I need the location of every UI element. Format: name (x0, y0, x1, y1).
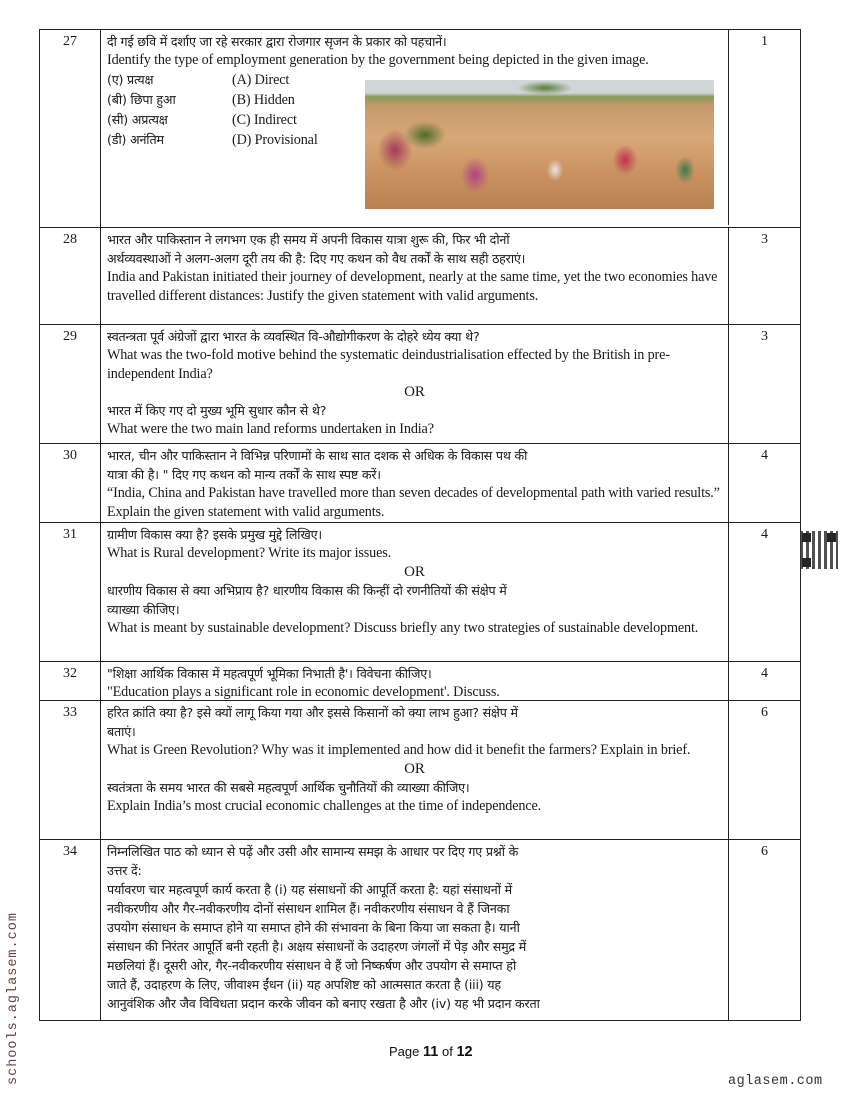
passage-line: आनुवंशिक और जैव विविधता प्रदान करके जीवन को बनाए रखता है और (iv) यह भी प्रदान करता (107, 996, 540, 1011)
question-text-hindi-line: बताएं। (107, 724, 136, 739)
passage-line: उपयोग संसाधन के समाप्त होने या समाप्त होने की संभावना के बिना किया जा सकता है। यानी (107, 920, 520, 935)
alt-question-text-english: What were the two main land reforms undertaken in India? (107, 421, 434, 437)
alt-question-text-english: Explain India’s most crucial economic challenges at the time of independence. (107, 797, 542, 814)
question-text-english: What is Rural development? Write its major issues. (107, 545, 392, 561)
question-marks: 6 (761, 705, 768, 720)
passage-line: निम्नलिखित पाठ को ध्यान से पढ़ें और उसी और सामान्य समझ के आधार पर दिए गए प्रश्नों के (107, 844, 519, 859)
question-marks: 4 (761, 527, 768, 542)
option-c-hindi: (सी) अप्रत्यक्ष (107, 111, 168, 127)
page-number (389, 1044, 473, 1060)
question-row-29 (40, 324, 800, 443)
question-text-hindi: "शिक्षा आर्थिक विकास में महत्वपूर्ण भूमिका निभाती है'। विवेचना कीजिए। (107, 666, 432, 681)
question-number: 34 (40, 840, 101, 1020)
question-body (101, 30, 729, 225)
or-separator: OR (404, 384, 425, 400)
question-body (101, 523, 729, 661)
question-row-33 (40, 700, 800, 839)
passage-line: मछलियां हैं। दूसरी ओर, गैर-नवीकरणीय संसाधन वे हैं जो निष्कर्षण और उपयोग से समाप्त हो (107, 958, 517, 973)
passage-line: नवीकरणीय और गैर-नवीकरणीय दोनों संसाधन शामिल हैं। नवीकरणीय संसाधन वे हैं जिनका (107, 901, 510, 916)
question-number: 31 (40, 523, 101, 661)
questions-table (39, 29, 801, 1021)
page-prefix: Page (389, 1044, 420, 1059)
passage-line: संसाधन की निरंतर आपूर्ति बनी रहती है। अक्षय संसाधनों के उदाहरण जंगलों में पेड़ और समुद्र में (107, 939, 527, 954)
page-total: 12 (456, 1044, 473, 1060)
passage-line: उत्तर दें: (107, 863, 142, 878)
alt-question-text-hindi: भारत में किए गए दो मुख्य भूमि सुधार कौन से थे? (107, 403, 327, 418)
option-a-english: (A) Direct (232, 71, 290, 88)
question-number: 27 (40, 30, 101, 227)
question-row-32 (40, 661, 800, 700)
question-body (101, 701, 729, 839)
question-text-hindi: स्वतन्त्रता पूर्व अंग्रेजों द्वारा भारत के व्यवस्थित वि-औद्योगीकरण के दोहरे ध्येय क्या थे? (107, 329, 480, 344)
question-row-34 (40, 839, 800, 1020)
or-separator: OR (404, 760, 425, 777)
question-text-english: India and Pakistan initiated their journey of development, nearly at the same time, yet the two economies have travelled different distances: Justify the given statement with valid arguments. (107, 269, 718, 304)
question-row-28 (40, 227, 800, 324)
question-body (101, 228, 729, 324)
question-marks: 3 (761, 232, 768, 247)
page-of: of (441, 1044, 453, 1059)
passage-line: पर्यावरण चार महत्वपूर्ण कार्य करता है (i) यह संसाधनों की आपूर्ति करता है: यहां संसाधनों में (107, 882, 512, 897)
bottom-watermark: aglasem.com (728, 1074, 823, 1089)
question-number: 32 (40, 662, 101, 700)
question-number: 29 (40, 325, 101, 443)
question-text-hindi-line: भारत, चीन और पाकिस्तान ने विभिन्न परिणामों के साथ सात दशक से अधिक के विकास पथ की (107, 448, 528, 463)
option-d-hindi: (डी) अनंतिम (107, 131, 164, 147)
passage-line: जाते हैं, उदाहरण के लिए, जीवाश्म ईंधन (ii) यह अपशिष्ट को आत्मसात करता है (iii) यह (107, 977, 501, 992)
question-row-30 (40, 443, 800, 522)
question-body (101, 662, 729, 700)
question-row-31 (40, 522, 800, 661)
question-text-english: "Education plays a significant role in economic development'. Discuss. (107, 684, 500, 700)
qr-code-icon (800, 531, 838, 569)
question-number: 28 (40, 228, 101, 324)
question-text-english: “India, China and Pakistan have travelled more than seven decades of developmental path with varied results.” Explain the given statement with valid arguments. (107, 485, 720, 520)
employment-work-site-image (365, 80, 714, 209)
question-marks: 1 (761, 34, 768, 49)
page-current: 11 (423, 1044, 439, 1060)
question-body (101, 840, 729, 1020)
question-row-27 (40, 30, 800, 227)
question-text-english: What is Green Revolution? Why was it implemented and how did it benefit the farmers? Explain in brief. (107, 742, 691, 758)
question-text-hindi-line: अर्थव्यवस्थाओं ने अलग-अलग दूरी तय की है: दिए गए कथन को वैध तर्कों के साथ सही ठहराएं। (107, 251, 526, 266)
side-watermark: schools.aglasem.com (6, 912, 21, 1085)
alt-question-text-hindi-line: व्याख्या कीजिए। (107, 601, 180, 617)
option-d-english: (D) Provisional (232, 131, 318, 148)
or-separator: OR (404, 563, 425, 580)
question-body (101, 325, 729, 443)
question-text-hindi-line: हरित क्रांति क्या है? इसे क्यों लागू किया गया और इससे किसानों को क्या लाभ हुआ? संक्षेप में (107, 705, 518, 720)
option-b-english: (B) Hidden (232, 91, 295, 108)
option-c-english: (C) Indirect (232, 111, 297, 128)
question-text-hindi: दी गई छवि में दर्शाए जा रहे सरकार द्वारा रोजगार सृजन के प्रकार को पहचानें। (107, 34, 447, 49)
alt-question-text-english: What is meant by sustainable development? Discuss briefly any two strategies of sustainable development. (107, 619, 699, 636)
question-marks: 4 (761, 666, 768, 681)
question-number: 33 (40, 701, 101, 839)
question-marks: 4 (761, 448, 768, 463)
alt-question-text-hindi: स्वतंत्रता के समय भारत की सबसे महत्वपूर्ण आर्थिक चुनौतियों की व्याख्या कीजिए। (107, 779, 470, 795)
option-b-hindi: (बी) छिपा हुआ (107, 91, 176, 107)
question-number: 30 (40, 444, 101, 522)
question-text-english: What was the two-fold motive behind the systematic deindustrialisation effected by the British in pre-independent India? (107, 347, 670, 382)
question-text-hindi-line: यात्रा की है। " दिए गए कथन को मान्य तर्कों के साथ स्पष्ट करें। (107, 467, 381, 482)
option-a-hindi: (ए) प्रत्यक्ष (107, 71, 154, 87)
alt-question-text-hindi-line: धारणीय विकास से क्या अभिप्राय है? धारणीय विकास की किन्हीं दो रणनीतियों की संक्षेप में (107, 582, 507, 598)
question-marks: 3 (761, 329, 768, 344)
question-text-english: Identify the type of employment generation by the government being depicted in the given image. (107, 52, 649, 68)
question-marks: 6 (761, 844, 768, 859)
question-text-hindi-line: भारत और पाकिस्तान ने लगभग एक ही समय में अपनी विकास यात्रा शुरू की, फिर भी दोनों (107, 232, 510, 247)
question-text-hindi: ग्रामीण विकास क्या है? इसके प्रमुख मुद्दे लिखिए। (107, 527, 322, 542)
question-body (101, 444, 729, 522)
